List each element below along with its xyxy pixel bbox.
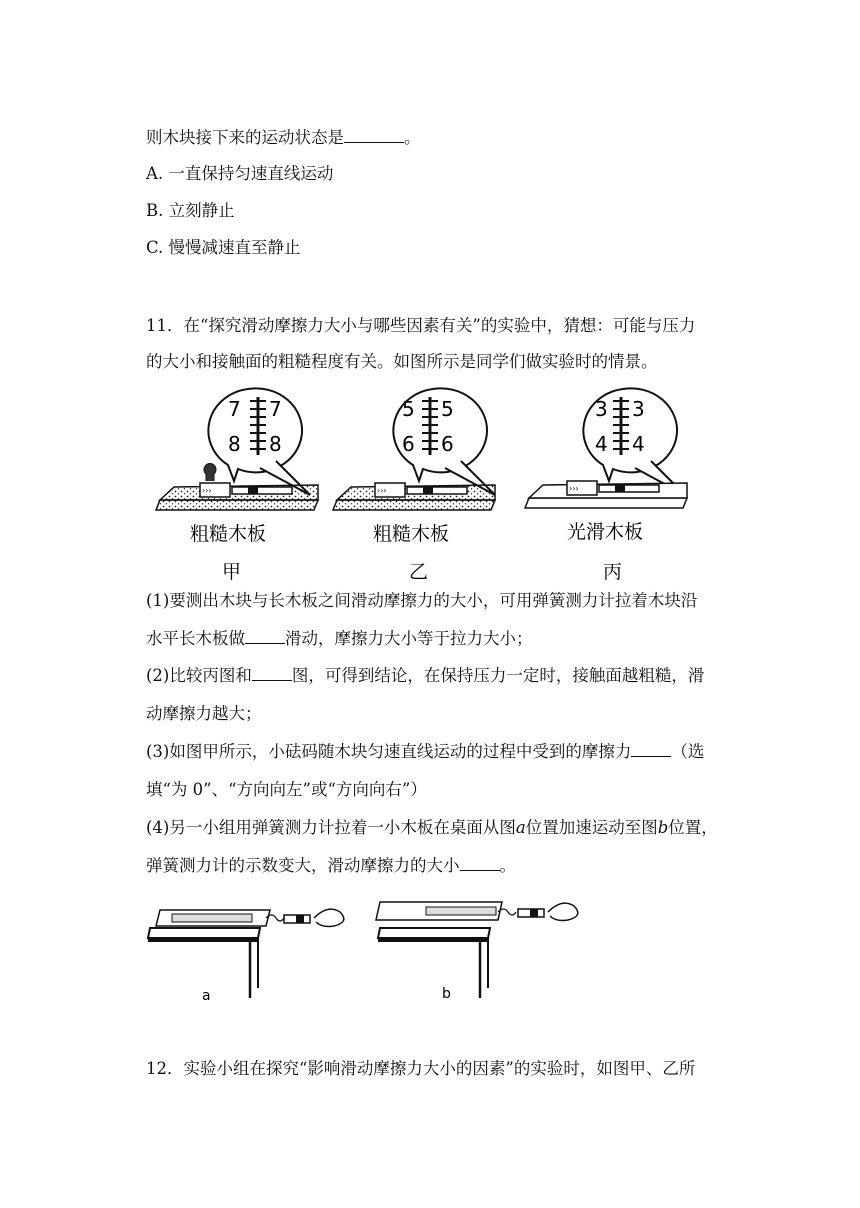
scale-top-left: 3 <box>595 397 608 421</box>
panel-bing <box>525 388 687 583</box>
surface-label-bing: 光滑木板 <box>567 521 644 543</box>
surface-label-yi: 粗糙木板 <box>373 523 450 545</box>
table-experiment-figure <box>140 888 620 1013</box>
option-a: A. 一直保持匀速直线运动 <box>146 164 334 183</box>
prev-question-stem: 则木块接下来的运动状态是 。 <box>146 128 421 147</box>
answer-blank <box>631 741 671 757</box>
q11-stem-line1: 11．在“探究滑动摩擦力大小与哪些因素有关”的实验中，猜想：可能与压力 <box>146 316 696 335</box>
panel-yi <box>333 388 495 583</box>
option-c: C. 慢慢减速直至静止 <box>146 238 301 257</box>
answer-blank <box>460 855 500 871</box>
scale-top-left: 7 <box>228 397 241 421</box>
scale-top-right: 5 <box>441 397 454 421</box>
scale-top-right: 3 <box>632 397 645 421</box>
scale-yi <box>402 397 454 456</box>
spring-scale-icon <box>232 487 292 494</box>
figure-label-a: a <box>202 988 211 1004</box>
friction-experiment-figure <box>150 385 710 585</box>
scale-top-left: 5 <box>402 397 415 421</box>
q11-part3-line1: (3)如图甲所示，小砝码随木块匀速直线运动的过程中受到的摩擦力 （选 <box>146 742 705 761</box>
scale-bottom-left: 4 <box>595 432 608 456</box>
scale-bottom-right: 4 <box>632 432 645 456</box>
panel-name-yi: 乙 <box>409 561 429 583</box>
panel-name-jia: 甲 <box>222 561 242 583</box>
svg-text:›››: ››› <box>569 484 579 493</box>
scale-bottom-right: 6 <box>441 432 454 456</box>
scale-bottom-left: 6 <box>402 432 415 456</box>
q11-part2-line1: (2)比较丙图和 图，可得到结论，在保持压力一定时，接触面越粗糙，滑 <box>146 666 705 685</box>
q11-part3-line2: 填“为 0”、“方向向左”或“方向向右”） <box>146 780 427 799</box>
weight-icon <box>204 464 216 481</box>
hand-icon <box>314 909 344 926</box>
spring-scale-icon <box>407 487 467 494</box>
q11-part4-line2: 弹簧测力计的示数变大，滑动摩擦力的大小 。 <box>146 856 516 875</box>
scale-jia <box>228 397 282 456</box>
hand-icon <box>548 903 578 920</box>
q11-part1-line1: (1)要测出木块与长木板之间滑动摩擦力的大小，可用弹簧测力计拉着木块沿 <box>146 591 698 610</box>
answer-blank <box>344 127 404 143</box>
scale-bottom-left: 8 <box>228 432 241 456</box>
panel-name-bing: 丙 <box>603 561 623 583</box>
panel-jia <box>156 388 318 583</box>
surface-label-jia: 粗糙木板 <box>190 523 267 545</box>
svg-text:›››: ››› <box>202 486 212 495</box>
figure-label-b: b <box>442 986 451 1002</box>
svg-text:›››: ››› <box>377 486 387 495</box>
q11-part1-line2: 水平长木板做 滑动，摩擦力大小等于拉力大小； <box>146 629 533 648</box>
spring-scale-icon <box>599 485 659 492</box>
answer-blank <box>252 665 292 681</box>
panel-b <box>376 902 578 1002</box>
scale-bing <box>595 397 645 456</box>
answer-blank <box>245 628 285 644</box>
scale-top-right: 7 <box>269 397 282 421</box>
option-b: B. 立刻静止 <box>146 201 235 220</box>
q11-part4-line1: (4)另一小组用弹簧测力计拉着一小木板在桌面从图a位置加速运动至图b位置， <box>146 818 718 837</box>
q12-stem-line1: 12．实验小组在探究“影响滑动摩擦力大小的因素”的实验时，如图甲、乙所 <box>146 1059 696 1078</box>
q11-part2-line2: 动摩擦力越大； <box>146 704 262 723</box>
panel-a <box>148 909 344 1004</box>
q11-stem-line2: 的大小和接触面的粗糙程度有关。如图所示是同学们做实验时的情景。 <box>146 352 658 371</box>
scale-bottom-right: 8 <box>269 432 282 456</box>
